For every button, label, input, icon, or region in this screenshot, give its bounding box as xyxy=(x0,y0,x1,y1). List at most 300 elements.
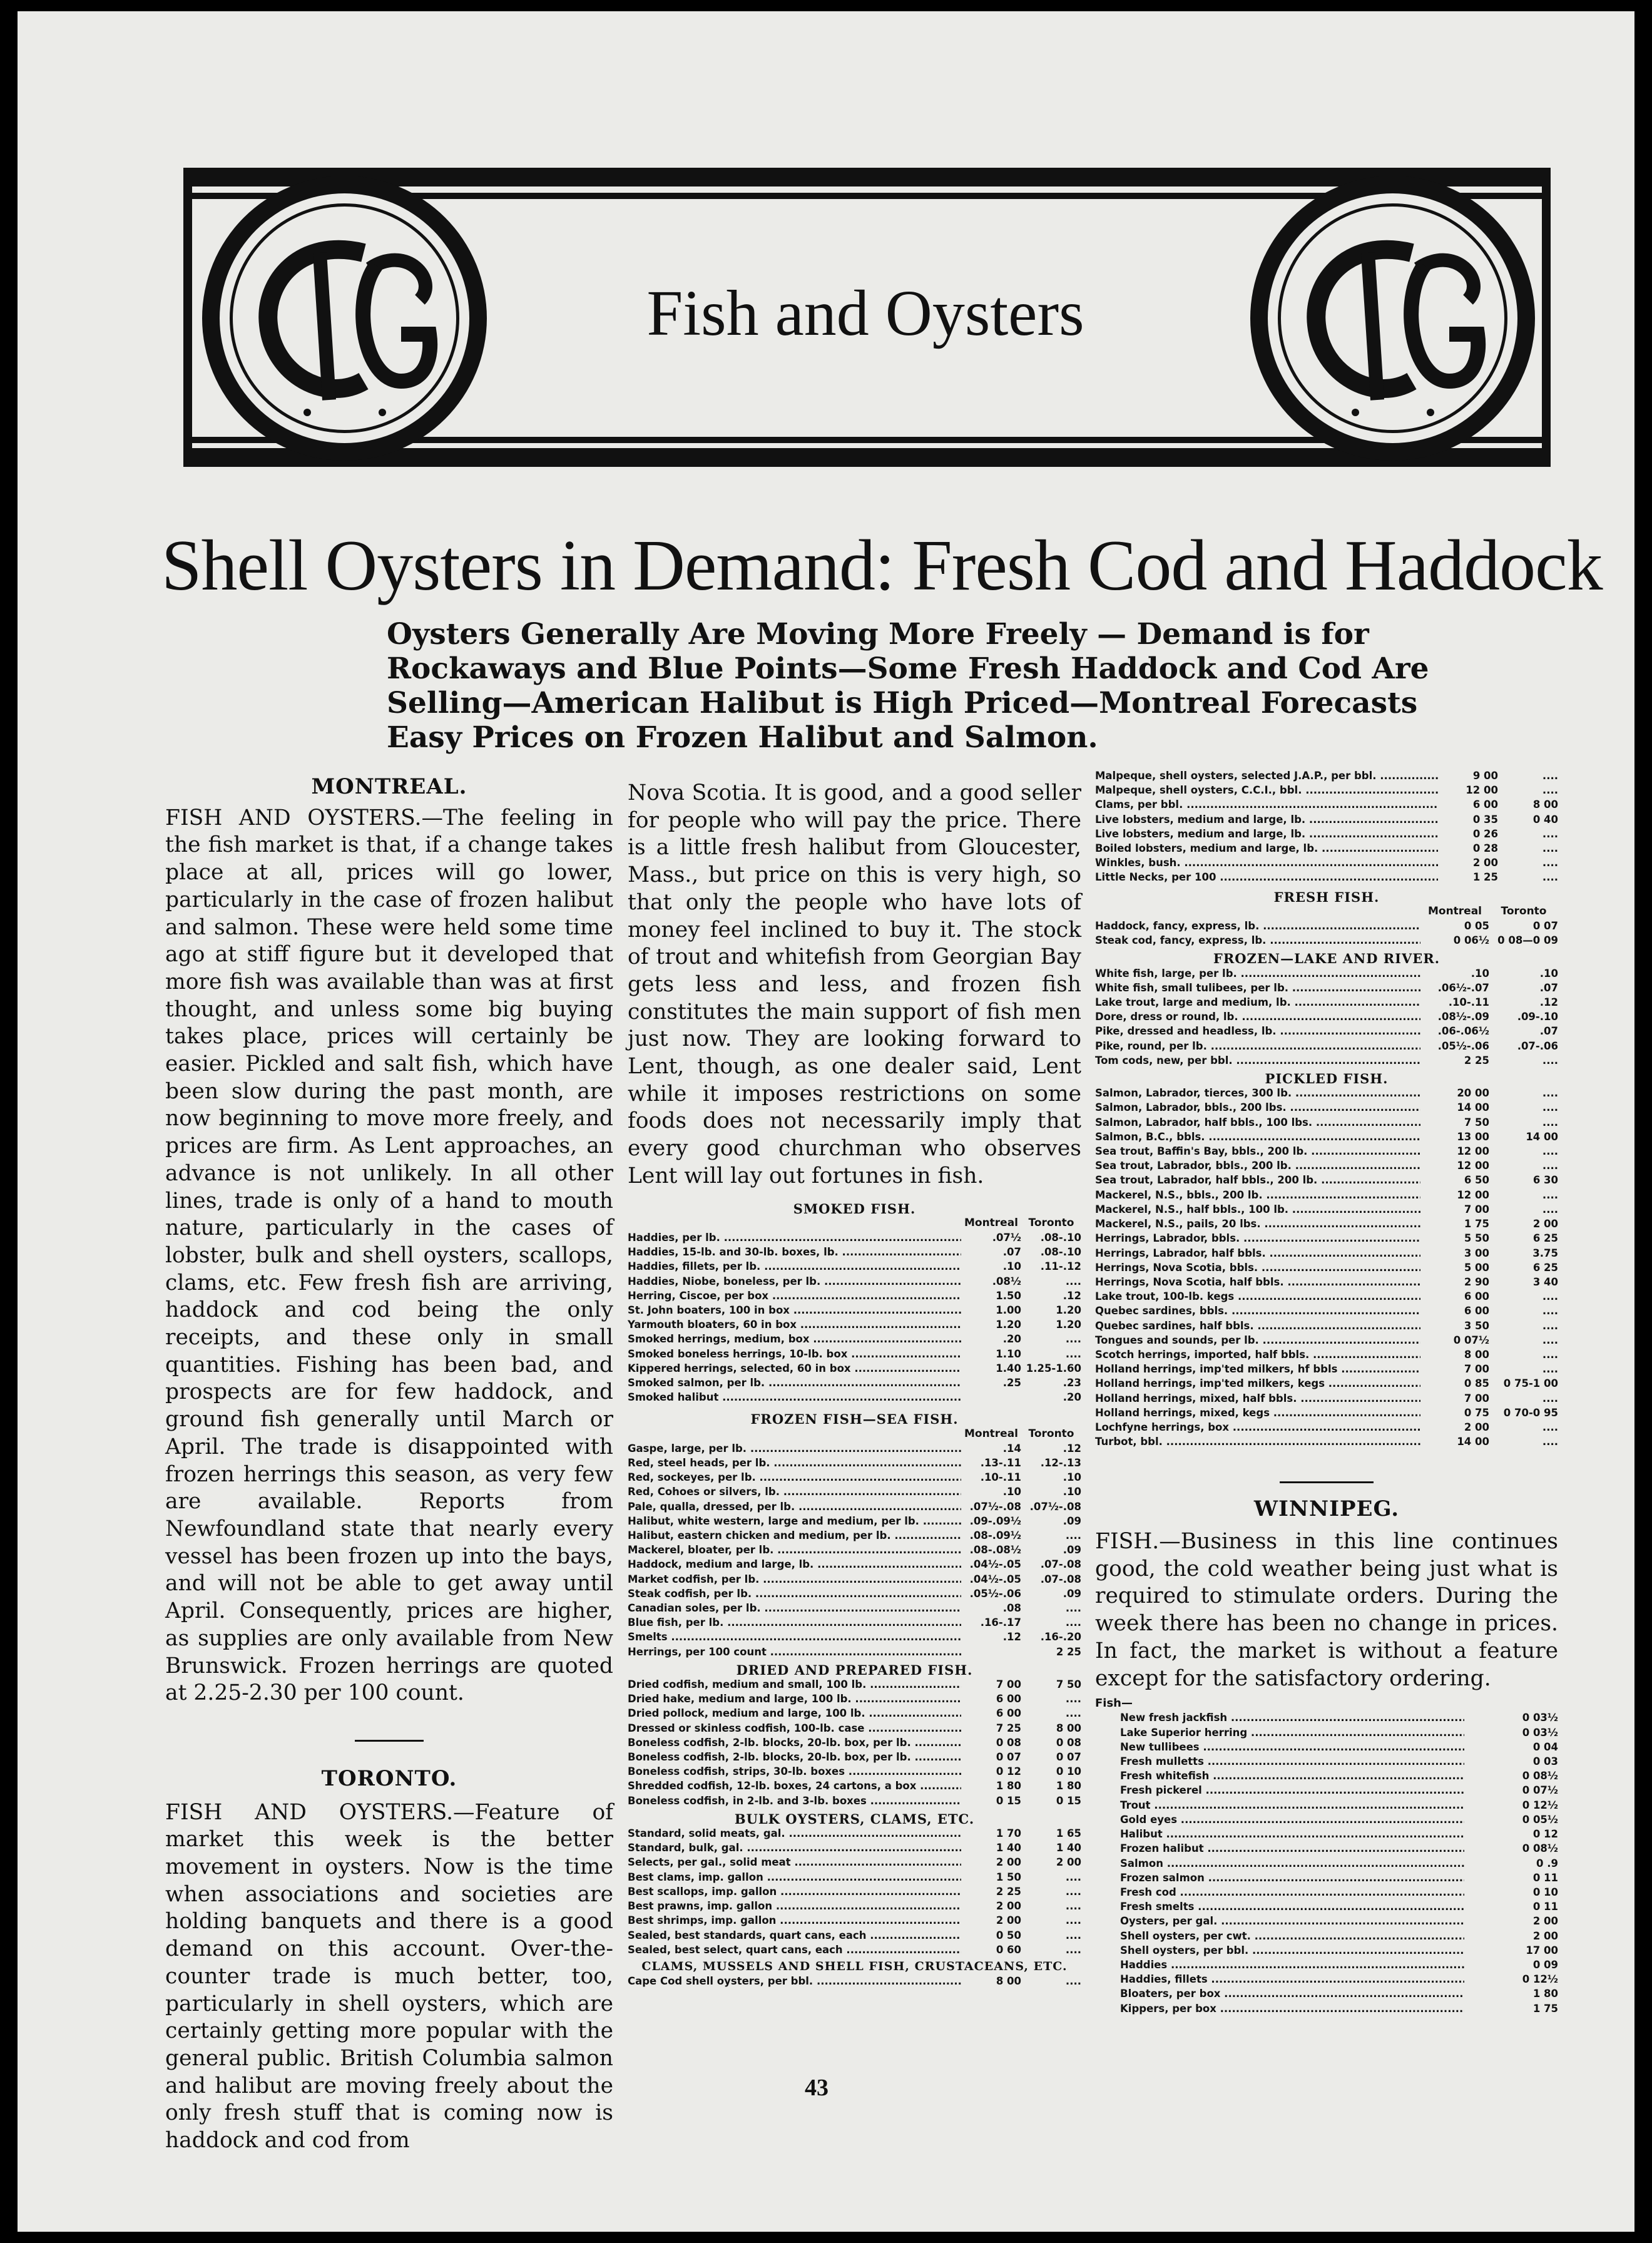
row-montreal-price: .14 xyxy=(1002,1442,1021,1454)
row-toronto-price: .09 xyxy=(1063,1515,1081,1527)
row-toronto-price: .... xyxy=(1065,1900,1081,1913)
table-row xyxy=(1095,1376,1558,1391)
deck-line: Oysters Generally Are Moving More Freely — Demand is for xyxy=(387,617,1369,651)
row-item: Frozen salmon ..... xyxy=(1120,1871,1464,1885)
row-montreal-price: 0 60 xyxy=(996,1943,1021,1956)
row-item: Haddies ..... xyxy=(1120,1958,1464,1972)
row-montreal-price: .06-.06½ xyxy=(1437,1025,1489,1038)
table-row xyxy=(628,1557,1081,1571)
row-toronto-price: .07-.08 xyxy=(1040,1558,1081,1571)
row-item: Little Necks, per 100 ..... xyxy=(1095,870,1438,884)
row-montreal-price: 12 00 xyxy=(1457,1188,1489,1201)
table-row xyxy=(1095,1009,1558,1024)
table-row xyxy=(1120,1754,1558,1769)
row-item: Shell oysters, per bbl. ..... xyxy=(1120,1943,1464,1958)
row-montreal-price: .05½-.06 xyxy=(1437,1040,1489,1052)
row-toronto-price: 1 40 xyxy=(1056,1842,1081,1854)
row-montreal-price: .10 xyxy=(1002,1260,1021,1273)
row-toronto-price: .... xyxy=(1542,1392,1558,1404)
row-item: Fresh mulletts ..... xyxy=(1120,1754,1464,1769)
row-montreal-price: .08½-.09 xyxy=(1437,1011,1489,1023)
row-montreal-price: 0 08 xyxy=(996,1736,1021,1749)
row-toronto-price: .... xyxy=(1065,1885,1081,1898)
row-item: Smoked halibut ..... xyxy=(628,1390,961,1404)
table-row xyxy=(628,1470,1081,1484)
row-item: Tom cods, new, per bbl. ..... xyxy=(1095,1053,1420,1068)
row-toronto-price: 3 40 xyxy=(1532,1275,1558,1288)
row-toronto-price: 6 25 xyxy=(1532,1261,1558,1274)
row-item: Halibut, eastern chicken and medium, per lb. ..... xyxy=(628,1528,961,1543)
row-toronto-price: .09-.10 xyxy=(1517,1011,1558,1023)
row-item: Dore, dress or round, lb. ..... xyxy=(1095,1009,1420,1024)
table-row xyxy=(1120,1783,1558,1797)
row-toronto-price: .... xyxy=(1542,1363,1558,1376)
row-toronto-price: .07 xyxy=(1539,981,1558,994)
banner-edge-left xyxy=(183,168,192,467)
row-montreal-price: 6 00 xyxy=(996,1693,1021,1705)
table-row xyxy=(628,1274,1081,1289)
row-toronto-price: .... xyxy=(1542,1421,1558,1433)
row-toronto-price: .09 xyxy=(1063,1587,1081,1600)
row-montreal-price: 20 00 xyxy=(1457,1087,1489,1100)
table-row xyxy=(628,1750,1081,1764)
row-toronto-price: .... xyxy=(1065,1943,1081,1956)
row-item: Best scallops, imp. gallon ..... xyxy=(628,1884,961,1899)
row-item: Halibut ..... xyxy=(1120,1827,1464,1841)
row-montreal-price: .08-.08½ xyxy=(969,1544,1021,1556)
row-item: Boiled lobsters, medium and large, lb. ..... xyxy=(1095,841,1438,856)
row-item: Malpeque, shell oysters, C.C.I., bbl. ..... xyxy=(1095,783,1438,797)
table-row xyxy=(628,1870,1081,1884)
row-montreal-price: 0 50 xyxy=(996,1929,1021,1941)
table-row xyxy=(628,1390,1081,1404)
row-item: Best shrimps, imp. gallon ..... xyxy=(628,1913,961,1928)
table-row xyxy=(1095,1039,1558,1053)
row-toronto-price: .08-.10 xyxy=(1040,1246,1081,1259)
row-montreal-price: 13 00 xyxy=(1457,1130,1489,1143)
row-toronto-price: .07 xyxy=(1539,1025,1558,1038)
row-item: Fresh pickerel ..... xyxy=(1120,1783,1464,1797)
row-montreal-price: 9 00 xyxy=(1472,770,1498,782)
montreal-text: FISH AND OYSTERS.—The feeling in the fish market is that, if a change takes place at all, prices will go lower, particularly in the case of frozen halibut and salmon. These were held some time ago at stiff figure but it developed that more fish was available than was at first thought, and unless some big buying takes place, prices will certainly be easier. Pickled and salt fish, which have been slow during the past month, are now beginning to move more freely, and prices are firm. As Lent approaches, an advance is not unlikely. In all other lines, trade is only of a hand to mouth nature, particularly in the cases of lobster, bulk and shell oysters, scallops, clams, etc. Few fresh fish are arriving, haddock and cod being the only receipts, and these only in small quantities. Fishing has been bad, and prospects are for few haddock, and ground fish generally until March or April. The trade is disappointed with frozen herrings this season, as very few are available. Reports from Newfoundland state that nearly every vessel has been frozen up into the bays, and will not be able to get away until April. Consequently, prices are higher, as supplies are only available from New Brunswick. Frozen herrings are quoted at 2.25-2.30 per 100 count. xyxy=(165,805,613,1706)
table-row xyxy=(1120,1740,1558,1754)
row-toronto-price: 3.75 xyxy=(1532,1247,1558,1259)
row-item: New fresh jackfish ..... xyxy=(1120,1710,1464,1725)
table-row xyxy=(1095,1304,1558,1318)
monogram-right xyxy=(1250,176,1535,461)
row-toronto-price: .07-.06 xyxy=(1517,1040,1558,1052)
section-divider xyxy=(355,1740,424,1742)
row-price: 0 08½ xyxy=(1522,1842,1558,1855)
winnipeg-text: FISH.—Business in this line continues good, the cold weather being just what is required to stimulate orders. During the week there has been no change in prices. In fact, the market is without a feature except for the satisfactory ordering. xyxy=(1095,1529,1558,1691)
row-item: Smelts ..... xyxy=(628,1630,961,1644)
row-montreal-price: 2 25 xyxy=(996,1885,1021,1898)
row-montreal-price: 5 50 xyxy=(1464,1232,1489,1245)
table-row xyxy=(1095,1217,1558,1231)
table-row xyxy=(1095,933,1558,948)
table-row xyxy=(1120,1929,1558,1943)
row-item: Shell oysters, per cwt. ..... xyxy=(1120,1929,1464,1943)
shell-fish-table xyxy=(1095,769,1558,885)
smoked-fish-table xyxy=(628,1202,1081,1405)
row-toronto-price: 0 40 xyxy=(1532,813,1558,825)
row-item: Standard, solid meats, gal. ..... xyxy=(628,1826,961,1841)
row-item: Standard, bulk, gal. ..... xyxy=(628,1841,961,1855)
article-deck xyxy=(387,617,1429,755)
row-item: Tongues and sounds, per lb. ..... xyxy=(1095,1333,1420,1347)
row-item: Dried codfish, medium and small, 100 lb. ..... xyxy=(628,1677,961,1692)
toronto-heading: TORONTO. xyxy=(321,1765,457,1791)
row-toronto-price: .... xyxy=(1542,1188,1558,1201)
table-row xyxy=(628,1884,1081,1899)
row-toronto-price: .12 xyxy=(1063,1289,1081,1302)
deck-line: Selling—American Halibut is High Priced—Montreal Forecasts xyxy=(387,686,1418,720)
table-row xyxy=(1120,1769,1558,1783)
table-title: BULK OYSTERS, CLAMS, ETC. xyxy=(734,1811,975,1827)
row-montreal-price: 7 00 xyxy=(1464,1392,1489,1404)
row-item: Boneless codfish, in 2-lb. and 3-lb. boxes ..... xyxy=(628,1794,961,1808)
montreal-heading: MONTREAL. xyxy=(311,774,467,799)
row-item: Fresh whitefish ..... xyxy=(1120,1769,1464,1783)
row-toronto-price: .11-.12 xyxy=(1040,1260,1081,1273)
row-item: Boneless codfish, strips, 30-lb. boxes ..... xyxy=(628,1764,961,1779)
row-toronto-price: .09 xyxy=(1063,1544,1081,1556)
row-item: Steak cod, fancy, express, lb. ..... xyxy=(1095,933,1420,948)
table-row xyxy=(1095,1246,1558,1260)
row-price: 0 09 xyxy=(1532,1958,1558,1971)
table-row xyxy=(1095,1158,1558,1173)
table-row xyxy=(1120,1856,1558,1871)
table-title: PICKLED FISH. xyxy=(1265,1071,1389,1087)
row-toronto-price: .... xyxy=(1065,1914,1081,1927)
row-item: Live lobsters, medium and large, lb. ..... xyxy=(1095,812,1438,827)
row-toronto-price: 0 70-0 95 xyxy=(1503,1406,1558,1419)
row-toronto-price: .07½-.08 xyxy=(1029,1500,1081,1513)
row-item: Quebec sardines, bbls. ..... xyxy=(1095,1304,1420,1318)
table-row xyxy=(1095,1086,1558,1100)
row-toronto-price: 0 75-1 00 xyxy=(1503,1377,1558,1390)
cg-monogram-icon xyxy=(220,193,469,443)
row-montreal-price: 0 07 xyxy=(996,1751,1021,1764)
row-montreal-price: 3 50 xyxy=(1464,1319,1489,1332)
row-item: Smoked herrings, medium, box ..... xyxy=(628,1332,961,1346)
row-montreal-price: 7 00 xyxy=(1464,1363,1489,1376)
table-row xyxy=(1095,1420,1558,1434)
row-toronto-price: .... xyxy=(1065,1530,1081,1542)
row-montreal-price: 6 00 xyxy=(996,1707,1021,1720)
table-row xyxy=(1095,812,1558,827)
table-row xyxy=(1095,1406,1558,1420)
table-row xyxy=(1120,1827,1558,1841)
row-montreal-price: 12 00 xyxy=(1457,1145,1489,1158)
table-row xyxy=(1095,841,1558,856)
row-price: 2 00 xyxy=(1532,1915,1558,1928)
row-toronto-price: .... xyxy=(1542,770,1558,782)
table-column-headers xyxy=(628,1427,1081,1441)
row-item: Frozen halibut ..... xyxy=(1120,1841,1464,1856)
row-toronto-price: 2 00 xyxy=(1056,1856,1081,1869)
frozen-lake-river-table xyxy=(1095,951,1558,1068)
row-item: Holland herrings, mixed, half bbls. ..... xyxy=(1095,1391,1420,1406)
row-toronto-price: .... xyxy=(1065,1347,1081,1360)
row-montreal-price: 1 25 xyxy=(1472,871,1498,884)
magazine-page xyxy=(18,11,1634,2232)
table-row xyxy=(628,1706,1081,1720)
row-toronto-price: 7 50 xyxy=(1056,1678,1081,1691)
table-row xyxy=(628,1899,1081,1913)
row-montreal-price: .09-.09½ xyxy=(969,1515,1021,1527)
row-item: Selects, per gal., solid meat ..... xyxy=(628,1855,961,1869)
table-row xyxy=(628,1303,1081,1317)
row-price: 2 00 xyxy=(1532,1929,1558,1942)
row-toronto-price: .... xyxy=(1542,1116,1558,1128)
row-montreal-price: 2 00 xyxy=(1472,857,1498,869)
row-item: Halibut, white western, large and medium, per lb. ..... xyxy=(628,1514,961,1528)
row-item: Gold eyes ..... xyxy=(1120,1812,1464,1827)
row-toronto-price: 0 07 xyxy=(1532,920,1558,932)
row-montreal-price: .20 xyxy=(1002,1333,1021,1346)
row-toronto-price: 0 08—0 09 xyxy=(1497,934,1558,947)
table-row xyxy=(628,1615,1081,1630)
row-montreal-price: 0 05 xyxy=(1464,920,1489,932)
row-item: Blue fish, per lb. ..... xyxy=(628,1615,961,1630)
column-header: Montreal xyxy=(1427,904,1482,917)
table-title: DRIED AND PREPARED FISH. xyxy=(736,1662,973,1678)
row-item: Yarmouth bloaters, 60 in box ..... xyxy=(628,1317,961,1332)
table-row xyxy=(1095,769,1558,783)
table-row xyxy=(1095,1289,1558,1304)
row-price: 0 03½ xyxy=(1522,1712,1558,1724)
banner-title: Fish and Oysters xyxy=(646,277,1084,349)
row-montreal-price: .25 xyxy=(1002,1376,1021,1389)
table-row xyxy=(628,1500,1081,1514)
row-price: 0 05½ xyxy=(1522,1813,1558,1826)
row-toronto-price: .... xyxy=(1542,1305,1558,1317)
row-item: Lake trout, large and medium, lb. ..... xyxy=(1095,995,1420,1009)
table-row xyxy=(1095,1362,1558,1376)
row-item: Salmon, Labrador, bbls., 200 lbs. ..... xyxy=(1095,1100,1420,1115)
pickled-fish-table xyxy=(1095,1071,1558,1449)
row-price: 0 12½ xyxy=(1522,1799,1558,1811)
row-item: Gaspe, large, per lb. ..... xyxy=(628,1441,961,1456)
row-toronto-price: .... xyxy=(1065,1975,1081,1988)
table-row xyxy=(1095,966,1558,981)
row-toronto-price: 1.25-1.60 xyxy=(1026,1362,1081,1374)
section-divider xyxy=(1280,1481,1374,1483)
row-price: 17 00 xyxy=(1526,1944,1558,1956)
row-montreal-price: 0 12 xyxy=(996,1765,1021,1778)
row-item: White fish, small tulibees, per lb. ..... xyxy=(1095,981,1420,995)
table-row xyxy=(1120,1725,1558,1740)
column-header: Montreal xyxy=(964,1427,1019,1440)
table-row xyxy=(1095,1144,1558,1158)
table-row xyxy=(628,1974,1081,1988)
table-row xyxy=(1095,1319,1558,1333)
row-item: Trout ..... xyxy=(1120,1798,1464,1812)
row-price: 0 11 xyxy=(1532,1901,1558,1913)
table-title: FROZEN—LAKE AND RIVER. xyxy=(1213,951,1440,967)
row-montreal-price: .04½-.05 xyxy=(969,1573,1021,1585)
row-item: Sealed, best standards, quart cans, each ..... xyxy=(628,1928,961,1943)
row-item: Haddies, fillets ..... xyxy=(1120,1972,1464,1986)
row-montreal-price: 14 00 xyxy=(1457,1436,1489,1448)
row-montreal-price xyxy=(961,1645,1021,1659)
row-price: 0 03 xyxy=(1532,1755,1558,1768)
table-row xyxy=(628,1601,1081,1615)
table-column-headers xyxy=(1095,904,1558,919)
cg-monogram-icon xyxy=(1268,193,1517,443)
table-row xyxy=(1095,1173,1558,1187)
row-item: Herrings, per 100 count ..... xyxy=(628,1645,961,1659)
row-toronto-price: 6 25 xyxy=(1532,1232,1558,1245)
row-toronto-price: .20 xyxy=(1063,1391,1081,1404)
row-montreal-price: 0 26 xyxy=(1472,827,1498,840)
table-row xyxy=(628,1317,1081,1332)
row-item: Bloaters, per box ..... xyxy=(1120,1986,1464,2001)
row-montreal-price: 1.20 xyxy=(996,1319,1021,1331)
row-montreal-price: .04½-.05 xyxy=(969,1558,1021,1571)
fresh-fish-table xyxy=(1095,890,1558,948)
row-item: Holland herrings, imp'ted milkers, kegs ..... xyxy=(1095,1376,1420,1391)
row-item: Pale, qualla, dressed, per lb. ..... xyxy=(628,1500,961,1514)
table-title: FROZEN FISH—SEA FISH. xyxy=(750,1411,959,1428)
row-toronto-price: 0 08 xyxy=(1056,1736,1081,1749)
row-montreal-price: 3 00 xyxy=(1464,1247,1489,1259)
row-montreal-price: .07 xyxy=(1002,1246,1021,1259)
row-montreal-price: 1.10 xyxy=(996,1347,1021,1360)
row-montreal-price: .08½ xyxy=(992,1275,1021,1287)
table-row xyxy=(1120,1914,1558,1928)
table-row xyxy=(628,1779,1081,1793)
row-montreal-price: 5 00 xyxy=(1464,1261,1489,1274)
table-row xyxy=(1120,1798,1558,1812)
row-item: Haddies, Niobe, boneless, per lb. ..... xyxy=(628,1274,961,1289)
row-montreal-price: 6 00 xyxy=(1464,1305,1489,1317)
row-item: Sea trout, Baffin's Bay, bbls., 200 lb. ..... xyxy=(1095,1144,1420,1158)
row-montreal-price: .10 xyxy=(1471,967,1489,979)
column-header: Toronto xyxy=(1501,904,1547,917)
row-montreal-price: 0 28 xyxy=(1472,842,1498,855)
column-3 xyxy=(1095,769,1558,2016)
row-toronto-price: .10 xyxy=(1539,967,1558,979)
row-toronto-price: .... xyxy=(1542,1436,1558,1448)
row-price: 0 03½ xyxy=(1522,1726,1558,1739)
column-2 xyxy=(628,780,1081,1988)
table-row xyxy=(1095,1115,1558,1130)
row-price: 0 04 xyxy=(1532,1740,1558,1753)
row-item: Mackerel, N.S., half bbls., 100 lb. ..... xyxy=(1095,1202,1420,1217)
row-item: Pike, round, per lb. ..... xyxy=(1095,1039,1420,1053)
table-row xyxy=(628,1543,1081,1557)
table-row xyxy=(1095,1024,1558,1038)
table-row xyxy=(628,1943,1081,1957)
row-toronto-price: .... xyxy=(1542,1160,1558,1172)
table-row xyxy=(628,1721,1081,1735)
table-row xyxy=(628,1913,1081,1928)
table-row xyxy=(628,1855,1081,1869)
table-title: SMOKED FISH. xyxy=(793,1200,916,1217)
table-row xyxy=(628,1245,1081,1259)
row-montreal-price: .07½ xyxy=(992,1231,1021,1244)
table-row xyxy=(1095,1260,1558,1275)
row-toronto-price: 14 00 xyxy=(1526,1130,1558,1143)
row-montreal-price: 12 00 xyxy=(1457,1160,1489,1172)
row-montreal-price: 1.00 xyxy=(996,1304,1021,1316)
table-row xyxy=(1095,1333,1558,1347)
row-montreal-price: 0 35 xyxy=(1472,813,1498,825)
row-toronto-price: .08-.10 xyxy=(1040,1231,1081,1244)
row-item: White fish, large, per lb. ..... xyxy=(1095,966,1420,981)
row-item: Haddies, fillets, per lb. ..... xyxy=(628,1259,961,1274)
row-item: Holland herrings, mixed, kegs ..... xyxy=(1095,1406,1420,1420)
row-toronto-price: 1.20 xyxy=(1056,1304,1081,1316)
table-row xyxy=(628,1441,1081,1456)
row-montreal-price: 7 00 xyxy=(996,1678,1021,1691)
row-toronto-price: .... xyxy=(1542,1087,1558,1100)
row-price: 0 08½ xyxy=(1522,1770,1558,1782)
row-item: Salmon ..... xyxy=(1120,1856,1464,1871)
row-price: 0 .9 xyxy=(1536,1857,1558,1869)
row-toronto-price: .... xyxy=(1542,784,1558,797)
table-row xyxy=(628,1764,1081,1779)
row-montreal-price: 7 50 xyxy=(1464,1116,1489,1128)
row-item: Kippers, per box ..... xyxy=(1120,2001,1464,2016)
table-row xyxy=(1120,1812,1558,1827)
row-item: Winkles, bush. ..... xyxy=(1095,856,1438,870)
row-item: Pike, dressed and headless, lb. ..... xyxy=(1095,1024,1420,1038)
row-item: Dried pollock, medium and large, 100 lb. ..... xyxy=(628,1706,961,1720)
row-item: Fresh cod ..... xyxy=(1120,1885,1464,1899)
row-item: Best prawns, imp. gallon ..... xyxy=(628,1899,961,1913)
row-montreal-price: .07½-.08 xyxy=(969,1500,1021,1513)
row-item: Herrings, Labrador, bbls. ..... xyxy=(1095,1231,1420,1245)
row-price: 0 10 xyxy=(1532,1886,1558,1898)
row-toronto-price: 0 15 xyxy=(1056,1794,1081,1807)
row-item: Smoked salmon, per lb. ..... xyxy=(628,1376,961,1390)
toronto-text: FISH AND OYSTERS.—Feature of market this week is the better movement in oysters. Now is the time when associations and societies are holding banquets and there is a good demand on this account. Over-the-counter trade is much better, too, particularly in shell oysters, which are certainly getting more popular with the general public. British Columbia salmon and halibut are moving freely about the only fresh stuff that is coming now is haddock and cod from xyxy=(165,1799,613,2154)
row-item: Smoked boneless herrings, 10-lb. box ..... xyxy=(628,1347,961,1361)
table-row xyxy=(628,1841,1081,1855)
row-montreal-price: 8 00 xyxy=(1464,1348,1489,1361)
table-row xyxy=(1120,1841,1558,1856)
table-row xyxy=(1120,1885,1558,1899)
row-montreal-price: 14 00 xyxy=(1457,1101,1489,1114)
table-row xyxy=(1095,1100,1558,1115)
row-montreal-price: .10 xyxy=(1002,1486,1021,1498)
row-toronto-price: .12-.13 xyxy=(1040,1457,1081,1469)
table-row xyxy=(1095,919,1558,933)
row-item: Shredded codfish, 12-lb. boxes, 24 cartons, a box ..... xyxy=(628,1779,961,1793)
row-toronto-price: 0 07 xyxy=(1056,1751,1081,1764)
row-montreal-price: .10-.11 xyxy=(1448,996,1489,1009)
row-item: Kippered herrings, selected, 60 in box ..... xyxy=(628,1361,961,1376)
row-item: Holland herrings, imp'ted milkers, hf bbls ..... xyxy=(1095,1362,1420,1376)
column-header: Toronto xyxy=(1028,1216,1074,1229)
row-item: Haddock, medium and large, lb. ..... xyxy=(628,1557,961,1571)
row-item: Lake trout, 100-lb. kegs ..... xyxy=(1095,1289,1420,1304)
row-montreal-price: 1.50 xyxy=(996,1289,1021,1302)
table-row xyxy=(1095,1434,1558,1449)
row-item: Herrings, Nova Scotia, bbls. ..... xyxy=(1095,1260,1420,1275)
table-row xyxy=(628,1332,1081,1346)
row-montreal-price: 2 90 xyxy=(1464,1275,1489,1288)
table-row xyxy=(628,1928,1081,1943)
row-toronto-price: .16-.20 xyxy=(1040,1631,1081,1643)
row-montreal-price: .10-.11 xyxy=(980,1471,1021,1484)
row-item: New tullibees ..... xyxy=(1120,1740,1464,1754)
row-montreal-price: .05½-.06 xyxy=(969,1587,1021,1600)
row-montreal-price: .13-.11 xyxy=(980,1457,1021,1469)
